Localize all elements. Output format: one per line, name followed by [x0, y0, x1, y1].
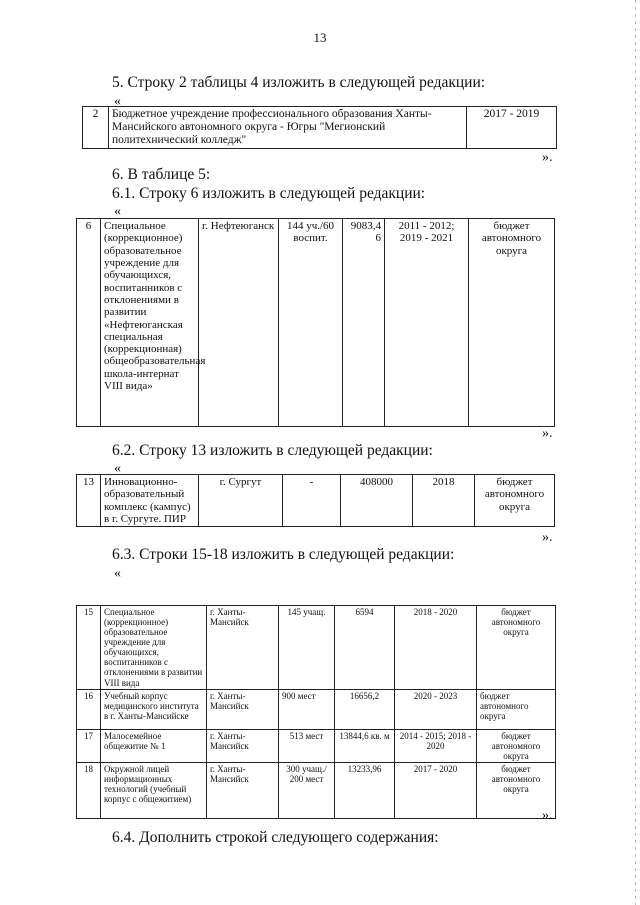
funding-source: бюджет автономного округа: [477, 729, 556, 762]
section-5-close-quote: ».: [542, 150, 553, 165]
cost: 408000: [341, 475, 413, 527]
row-number: 16: [77, 689, 101, 729]
table-4-row-2: [82, 106, 557, 149]
row-number: 2: [83, 107, 109, 149]
institution-name: Окружной лицей информационных технологий (учебный корпус с общежитием): [101, 762, 207, 818]
section-6-3-open-quote: «: [114, 566, 121, 581]
section-6-heading: 6. В таблице 5:: [112, 166, 211, 183]
table-row: [77, 475, 555, 527]
section-6-4-heading: 6.4. Дополнить строкой следующего содержания:: [112, 829, 439, 846]
section-6-3-close-quote: ».: [542, 808, 553, 823]
institution-name: Инновационно-образовательный комплекс (кампус) в г. Сургуте. ПИР: [101, 475, 199, 527]
capacity: 300 учащ./ 200 мест: [279, 762, 335, 818]
location: г. Ханты-Мансийск: [207, 729, 279, 762]
table-5-rows-15-18: [76, 605, 556, 819]
table-5-row-13: [76, 474, 555, 527]
row-number: 18: [77, 762, 101, 818]
location: г. Сургут: [199, 475, 283, 527]
location: г. Нефтеюганск: [199, 219, 279, 427]
table-row: [77, 219, 555, 427]
section-6-2-close-quote: ».: [542, 530, 553, 545]
institution-name: Бюджетное учреждение профессионального образования Ханты-Мансийского автономного округа - Югры "Мегионский политехнический колледж": [109, 107, 467, 149]
years: 2017 - 2019: [467, 107, 557, 149]
section-6-1-heading: 6.1. Строку 6 изложить в следующей редакции:: [112, 185, 426, 202]
cost: 6594: [335, 606, 395, 690]
table-row: [77, 762, 556, 818]
section-5-open-quote: «: [114, 94, 121, 109]
years: 2014 - 2015; 2018 - 2020: [395, 729, 477, 762]
cost: 13844,6 кв. м: [335, 729, 395, 762]
funding-source: бюджет автономного округа: [477, 762, 556, 818]
section-6-1-open-quote: «: [114, 204, 121, 219]
institution-name: Специальное (коррекционное) образовательное учреждение для обучающихся, воспитанников с отклонениями в развитии VIII вида: [101, 606, 207, 690]
capacity: 513 мест: [279, 729, 335, 762]
table-5-row-6: [76, 218, 555, 427]
years: 2017 - 2020: [395, 762, 477, 818]
section-6-2-open-quote: «: [114, 461, 121, 476]
section-6-2-heading: 6.2. Строку 13 изложить в следующей редакции:: [112, 442, 433, 459]
section-5-heading: 5. Строку 2 таблицы 4 изложить в следующей редакции:: [112, 74, 486, 91]
funding-source: бюджет автономного округа: [469, 219, 555, 427]
years: 2020 - 2023: [395, 689, 477, 729]
institution-name: Малосемейное общежитие № 1: [101, 729, 207, 762]
section-6-3-heading: 6.3. Строки 15-18 изложить в следующей редакции:: [112, 546, 455, 563]
page-number: 13: [313, 30, 327, 45]
capacity: -: [283, 475, 341, 527]
scan-edge-line: [635, 0, 636, 905]
row-number: 13: [77, 475, 101, 527]
cost: 9083,4 6: [343, 219, 385, 427]
row-number: 6: [77, 219, 101, 427]
funding-source: бюджет автономного округа: [477, 689, 556, 729]
location: г. Ханты-Мансийск: [207, 689, 279, 729]
location: г. Ханты-Мансийск: [207, 606, 279, 690]
row-number: 15: [77, 606, 101, 690]
row-number: 17: [77, 729, 101, 762]
table-row: [77, 729, 556, 762]
cost: 13233,96: [335, 762, 395, 818]
capacity: 144 уч./60 воспит.: [279, 219, 343, 427]
institution-name: Учебный корпус медицинского института в г. Ханты-Мансийске: [101, 689, 207, 729]
years: 2011 - 2012; 2019 - 2021: [385, 219, 469, 427]
funding-source: бюджет автономного округа: [477, 606, 556, 690]
table-row: [77, 606, 556, 690]
capacity: 145 учащ.: [279, 606, 335, 690]
years: 2018 - 2020: [395, 606, 477, 690]
section-6-1-close-quote: ».: [542, 426, 553, 441]
years: 2018: [413, 475, 475, 527]
location: г. Ханты-Мансийск: [207, 762, 279, 818]
cost: 16656,2: [335, 689, 395, 729]
table-row: [77, 689, 556, 729]
funding-source: бюджет автономного округа: [475, 475, 555, 527]
institution-name: Специальное (коррекционное) образовательное учреждение для обучающихся, воспитанников с отклонениями в развитии «Нефтеюганская специальная (коррекционная) общеобразовательная школа-интернат VIII вида»: [101, 219, 199, 427]
capacity: 900 мест: [279, 689, 335, 729]
table-row: [83, 107, 557, 149]
